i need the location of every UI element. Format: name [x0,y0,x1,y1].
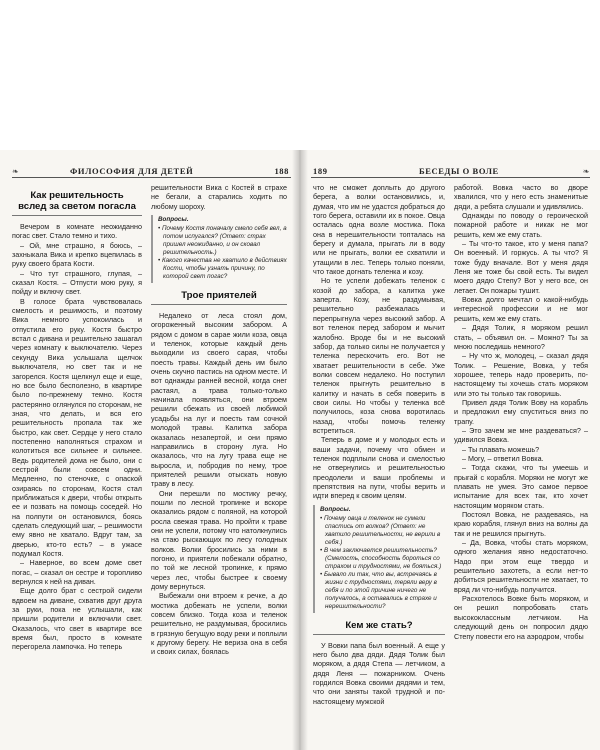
right-page [301,150,600,750]
left-page-header [12,166,291,178]
paragraph: Привел дядя Толик Вову на корабль и предложил ему спуститься вниз по трапу. [454,397,588,426]
paragraph: работой. Вовка часто во дворе хвалился, что у него есть знаменитые дяди, а ребята слушали и удивлялись. [454,183,588,211]
paragraph: Они перешли по мостику речку, пошли по лесной тропинке и вскоре оказались рядом с поляной, на которой росла свежая трава. Но пройти к траве они не успели, потому что натолкнулись на стаю рыскающих по лесу голодных волков. Волки бросились за ними в погоню, и приятели побежали обратно, по той же лесной тропинке, к прямо через лес, чтобы быстрее к своему дому вернуться. [151,488,287,591]
paragraph: решительности Вика с Костей в страхе не бегали, а старались ходить по любому шороху. [151,183,287,211]
paragraph: Вовка долго мечтал о какой-нибудь интересной профессии и не мог решить, кем же ему стать. [454,295,588,323]
paragraph: – Тогда скажи, что ты умеешь и прыгай с корабля. Моряки не могут же плавать не умея. Это самое первое испытание для всех так, кто хочет настоящим моряком стать. [454,463,588,510]
paragraph: – Ой, мне страшно, я боюсь, – захныкала Вика и крепко вцепилась в руку своего брата Кости. [12,240,142,269]
story-heading: Трое приятелей [151,287,287,305]
left-page-number: 188 [274,166,289,176]
paragraph: – Это зачем же мне раздеваться? – удивился Вовка. [454,425,588,445]
paragraph: У Вовки папа был военный. А еще у него было два дяди. Дядя Толик был моряком, а дядя Степа — летчиком, а дядя Леня — пожарником. Очень гордился Вовка своими дядями и тем, что они заняты такой трудной и по-настоящему мужской [313,640,445,706]
paragraph: Выбежали они втроем к речке, а до мостика добежать не успели, волки совсем близко. Тогда коза и теленок решительно, не раздумывая, бросились в грязную бегущую воду реки и поплыли к другому берегу. Не вериза она в себя и своих силах, боялась [151,591,287,657]
right-column-1 [313,183,445,744]
right-page-header [311,166,590,178]
paragraph: что не сможет доплыть до другого берега, а волки остановились, и, думая, что им не удастся добраться до того берега, оставили их в покое. Овца осталась одна возле мостика. Пока она в нерешительности топталась на берегу и думала, прыгать ли в воду или не прыгать, волки ее схватили и утащили в лес. Теперь только поняли, что такое догнать теленка и козу. [313,183,445,277]
story-heading: Кем же стать? [313,617,445,635]
paragraph: Постоял Вовка, не раздеваясь, на краю корабля, глянул вниз на волны да так и не решился прыгнуть. [454,510,588,538]
paragraph: – Наверное, во всем доме свет погас, – сказал он сестре и торопливо вернулся к ней на диван. [12,558,142,587]
left-page [0,150,299,750]
paragraph: – Что тут страшного, глупая, – сказал Костя. – Отпусти мою руку, я пойду и включу свет. [12,268,142,297]
paragraph: Вечером в комнате неожиданно погас свет. Стало темно и тихо. [12,222,142,241]
paragraph: – Да, Вовка, чтобы стать моряком, одного желания явно недостаточно. Надо при этом еще твердо и решительно захотеть, а если нет-то добиться решительности не хватает, то вряд ли что-нибудь получится. [454,538,588,594]
header-flourish-icon: ❧ [582,167,590,176]
question-item: • Какого качества не хватило в действиях Кости, чтобы узнать причину, по которой свет погас? [158,257,287,281]
paragraph: – Дядя Толик, я моряком решил стать, – объявил он. – Можно? Ты за мною последишь немного? [454,323,588,351]
paragraph: – Могу, – ответил Вовка. [462,453,544,463]
header-rule [311,177,590,178]
right-header-title: БЕСЕДЫ О ВОЛЕ [419,166,499,176]
left-column-2 [151,183,287,744]
left-column-1 [12,183,142,744]
question-item: • В чем заключается решительность? (Смелость, способность бороться со страхом и трудностями, не бояться.) [320,547,445,571]
paragraph: – Ты что-то такое, кто у меня папа? Он военный. И горжусь. А ты что? Я тоже буду вначале. Вот у меня дядя Леня же тоже бы свой есть. Ты видел моего дядю Степу? Вот у него все, он летает. Он пожары тушит. [454,239,588,295]
questions-box: Вопросы. • Почему Костя поначалу смело себя вел, а потом испугался? (Ответ: страх пришел неожиданно, и он сковал решительность.) • Какого качества не хватило в действиях Кости, чтобы узнать причину, по которой свет погас? [151,215,287,283]
book-spread [0,150,600,750]
paragraph: Еще долго брат с сестрой сидели вдвоем на диване, схватив друг друга за руки, пока не услышали, как пришли родители и включили свет. Оказалось, что свет в квартире все время был, просто в комнате перегорела лампочка. Но теперь [12,586,142,652]
paragraph: Расхотелось Вовке быть моряком, и он решил попробовать стать высококлассным летчиком. На следующий день он попросил дядю Степу повести его на аэродром, чтобы [454,594,588,641]
questions-box: Вопросы. • Почему овца и теленок не сумели спастись от волков? (Ответ: не хватило решительности, не верили в себя.) • В чем заключается решительность? (Смелость, способность бороться со страхом и трудностями, не бояться.) • Бывало ли так, что вы, встречаясь в жизни с трудностями, теряли веру в себя и по этой причине ничего не получалось, а оставались в страхе и нерешительности? [313,505,445,613]
paragraph: – Ну что ж, молодец, – сказал дядя Толик. – Решение, Вовка, у тебя хорошее, теперь надо проверить, по-настоящему ты хочешь стать моряком или это ты только так говоришь. [454,351,588,398]
paragraph: – Ты плавать можешь? [462,444,540,454]
paragraph: Теперь в доме и у молодых есть и ваши задачи, почему что обмен и теленок подплыли снова и смелостью не отвернулись и решительностью преодолели и ваши проблемы и препятствия на пути, чтобы верить и идти вперед к своим целям. [313,435,445,501]
paragraph: Недалеко от леса стоял дом, огороженный высоким забором. А рядом с домом в сарае жили коза, овца и теленок, которые каждый день выходили из своего сарая, чтобы поесть травы. Каждый день им было очень скучно пастись на одном месте. И вот однажды ранней весной, когда снег растаял, а трава только-только начинала появляться, они втроем решили сбежать из своей любимой усадьбы на луг и поесть там сочной молодой травы. Калитка забора оказалась незапертой, и они прямо направились в сторону луга. Но оказалось, что на лугу трава еще не выросла, и, побродив по нему, трое приятелей решили отыскать новую траву в лесу. [151,311,287,489]
story-heading: Как решительность вслед за светом погасла [12,187,142,216]
question-item: • Бывало ли так, что вы, встречаясь в жизни с трудностями, теряли веру в себя и по этой причине ничего не получалось, а оставались в страхе и нерешительности? [320,571,445,611]
question-item: • Почему овца и теленок не сумели спастись от волков? (Ответ: не хватило решительности, не верили в себя.) [320,515,445,547]
header-flourish-icon: ❧ [12,167,20,176]
question-item: • Почему Костя поначалу смело себя вел, а потом испугался? (Ответ: страх пришел неожиданно, и он сковал решительность.) [158,225,287,257]
right-page-number: 189 [313,166,328,176]
paragraph: Но те успели добежать теленок с козой до забора, а калитка уже заперта. Козу, не раздумывая, решительно разбежалась и перепрыгнула через высокий забор. А вот теленок перед забором и мычит жалобно. Вроде бы и не высокий забор, да только силы не получается у теленка перескочить его. Вот не хватает решительности в себе. Уже волки совсем недалеко. Но поступил теленок прыгнуть решительно в калитку и начать в себя поверить в свои силы. Но чтобы у теленка всё получилось, коза снова воротилась назад, чтобы помочь теленку встретиться. [313,276,445,435]
paragraph: Однажды по поводу о героической пожарной работе и никак не мог решить, кем же ему стать. [454,211,588,239]
left-header-title: ФИЛОСОФИЯ ДЛЯ ДЕТЕЙ [70,166,194,176]
header-rule [12,177,291,178]
paragraph: В голосе брата чувствовалась смелость и решимость, и поэтому Вика немного успокоилась и отпустила его руку. Костя быстро встал с дивана и решительно зашагал через комнату к выключателю. Через секунду Вика услышала щелчок выключателя, но свет так и не загорелся. Костя щелкнул еще и еще, но все было бесполезно, в квартире было по-прежнему темно. Костя растерянно оглянулся по сторонам, не зная, что делать, и вся его решительность пропала так же быстро, как свет. Сердце у него стало постепенно наполняться страхом и колотиться все сильнее и сильнее. Ведь родителей дома не было, они с сестрой были совсем одни. Медленно, по стеночке, с опаской озираясь по сторонам, Костя стал приближаться к двери, чтобы открыть ее и позвать на помощь соседей. Но на полпути он остановился, боясь сделать следующий шаг, – решимости ему явно не хватало. Вдруг там, за дверью, кто-то есть? – в ужасе подумал Костя. [12,296,142,559]
right-column-2 [454,183,588,744]
